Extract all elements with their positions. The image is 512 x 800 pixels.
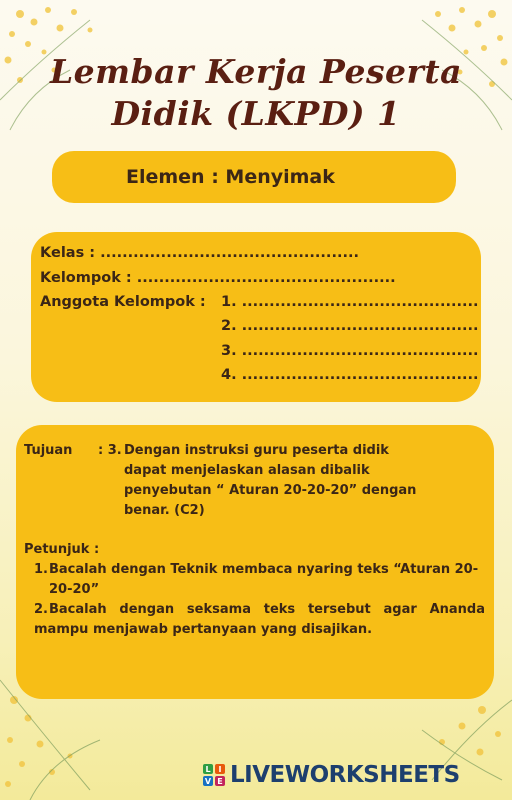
petunjuk-number-2: 2.: [34, 602, 48, 617]
worksheet-title-line-2: Didik (LKPD) 1: [111, 94, 401, 133]
petunjuk-item-1-line-2: 20-20”: [49, 582, 100, 597]
anggota-field-1[interactable]: 1. ...........................................: [221, 294, 479, 310]
liveworksheets-brand: LIVEWORKSHEETS: [230, 762, 460, 788]
tujuan-label: Tujuan: [24, 443, 73, 458]
anggota-label: Anggota Kelompok :: [40, 294, 206, 310]
anggota-field-4[interactable]: 4. ...........................................: [221, 367, 479, 383]
liveworksheets-logo: [203, 760, 460, 790]
student-identity-card: [31, 232, 481, 402]
petunjuk-item-2-line-2: mampu menjawab pertanyaan yang disajikan.: [34, 622, 373, 637]
logo-letter-e: E: [215, 776, 225, 786]
liveworksheets-logo-icon: [203, 764, 225, 786]
anggota-field-2[interactable]: 2. ...........................................: [221, 318, 479, 334]
kelas-field[interactable]: Kelas : ...............................................: [40, 245, 359, 261]
tujuan-text-line-3: penyebutan “ Aturan 20-20-20” dengan: [124, 483, 417, 498]
kelompok-field[interactable]: Kelompok : ...............................................: [40, 270, 396, 286]
logo-letter-v: V: [204, 776, 212, 786]
elemen-banner: [52, 151, 456, 203]
tujuan-petunjuk-card: [16, 425, 494, 699]
logo-letter-l: L: [203, 764, 213, 774]
petunjuk-label: Petunjuk :: [24, 542, 100, 557]
tujuan-text-line-1: Dengan instruksi guru peserta didik: [124, 443, 389, 458]
petunjuk-number-1: 1.: [34, 562, 48, 577]
logo-letter-i: I: [215, 764, 225, 774]
elemen-label: Elemen : Menyimak: [126, 166, 335, 188]
tujuan-text-line-4: benar. (C2): [124, 503, 205, 518]
petunjuk-item-2-line-1: Bacalah dengan seksama teks tersebut agar Ananda: [49, 602, 485, 617]
tujuan-number: : 3.: [98, 443, 122, 458]
petunjuk-item-1-line-1: Bacalah dengan Teknik membaca nyaring teks “Aturan 20-: [49, 562, 479, 577]
anggota-field-3[interactable]: 3. ...........................................: [221, 343, 479, 359]
worksheet-title-line-1: Lembar Kerja Peserta: [49, 52, 463, 91]
tujuan-text-line-2: dapat menjelaskan alasan dibalik: [124, 463, 370, 478]
